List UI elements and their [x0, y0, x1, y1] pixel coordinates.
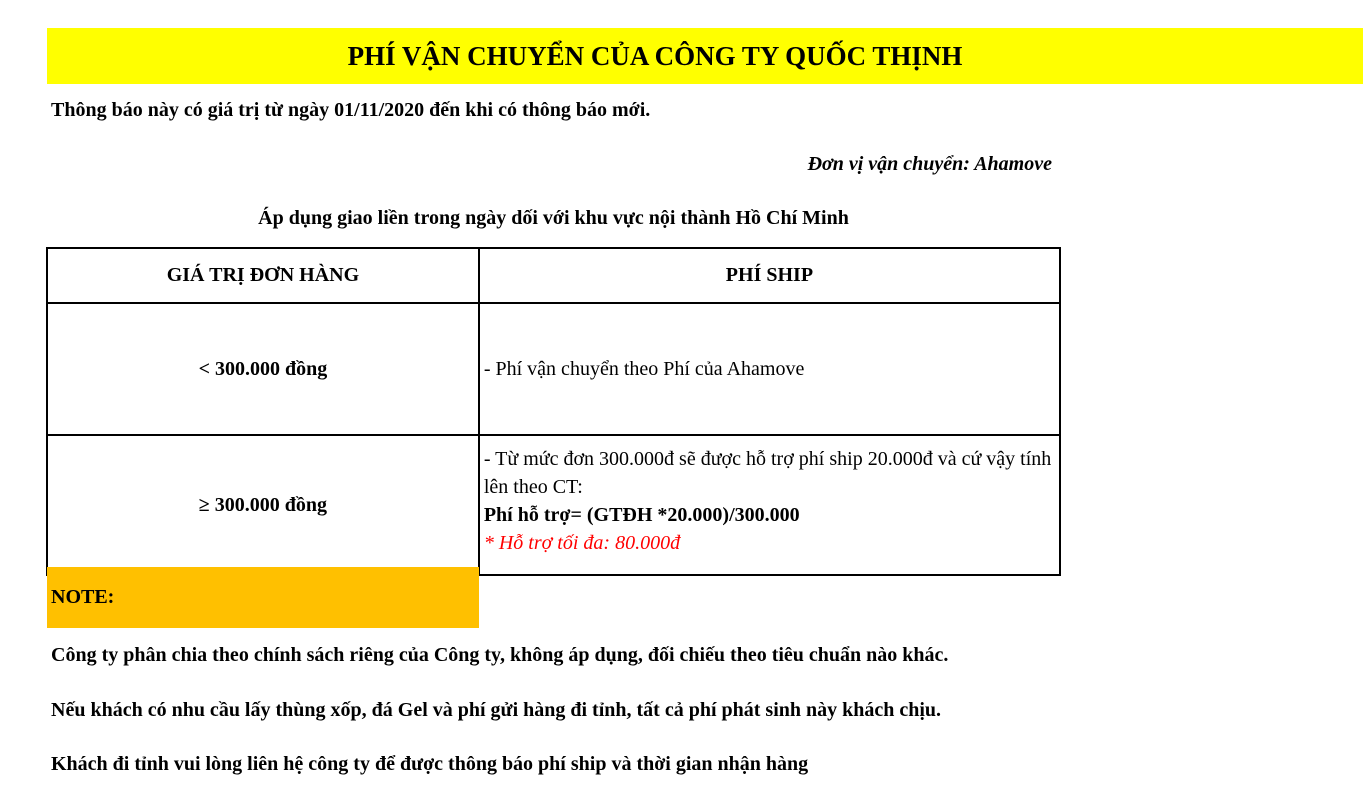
header-order-value: GIÁ TRỊ ĐƠN HÀNG — [47, 248, 479, 303]
header-ship-fee: PHÍ SHIP — [479, 248, 1060, 303]
note-paragraph: Nếu khách có nhu cầu lấy thùng xốp, đá Gel và phí gửi hàng đi tỉnh, tất cả phí phát sinh này khách chịu. — [51, 699, 942, 721]
fee-cell — [479, 435, 1060, 575]
note-paragraph: Khách đi tỉnh vui lòng liên hệ công ty để được thông báo phí ship và thời gian nhận hàng — [51, 753, 809, 775]
order-value-cell: < 300.000 đồng — [47, 303, 479, 435]
validity-notice: Thông báo này có giá trị từ ngày 01/11/2020 đến khi có thông báo mới. — [51, 99, 651, 121]
order-value-cell: ≥ 300.000 đồng — [47, 435, 479, 575]
page-title: PHÍ VẬN CHUYỂN CỦA CÔNG TY QUỐC THỊNH — [347, 40, 963, 71]
fee-max-support: * Hỗ trợ tối đa: 80.000đ — [483, 532, 681, 554]
carrier-label: Đơn vị vận chuyển: Ahamove — [807, 153, 1052, 175]
table-header-row — [47, 248, 1060, 303]
title-banner — [47, 28, 1363, 84]
note-label: NOTE: — [51, 586, 115, 608]
note-box — [47, 567, 479, 628]
apply-area-line: Áp dụng giao liền trong ngày dối với khu vực nội thành Hồ Chí Minh — [258, 207, 849, 229]
fee-formula: Phí hỗ trợ= (GTĐH *20.000)/300.000 — [483, 504, 800, 526]
note-paragraph: Công ty phân chia theo chính sách riêng của Công ty, không áp dụng, đối chiếu theo tiêu chuẩn nào khác. — [51, 644, 949, 666]
shipping-fee-table — [46, 247, 1061, 576]
fee-cell: - Phí vận chuyển theo Phí của Ahamove — [479, 303, 1060, 435]
table-row — [47, 435, 1060, 575]
table-row — [47, 303, 1060, 435]
fee-description: - Từ mức đơn 300.000đ sẽ được hỗ trợ phí ship 20.000đ và cứ vậy tính lên theo CT: — [483, 448, 1052, 498]
